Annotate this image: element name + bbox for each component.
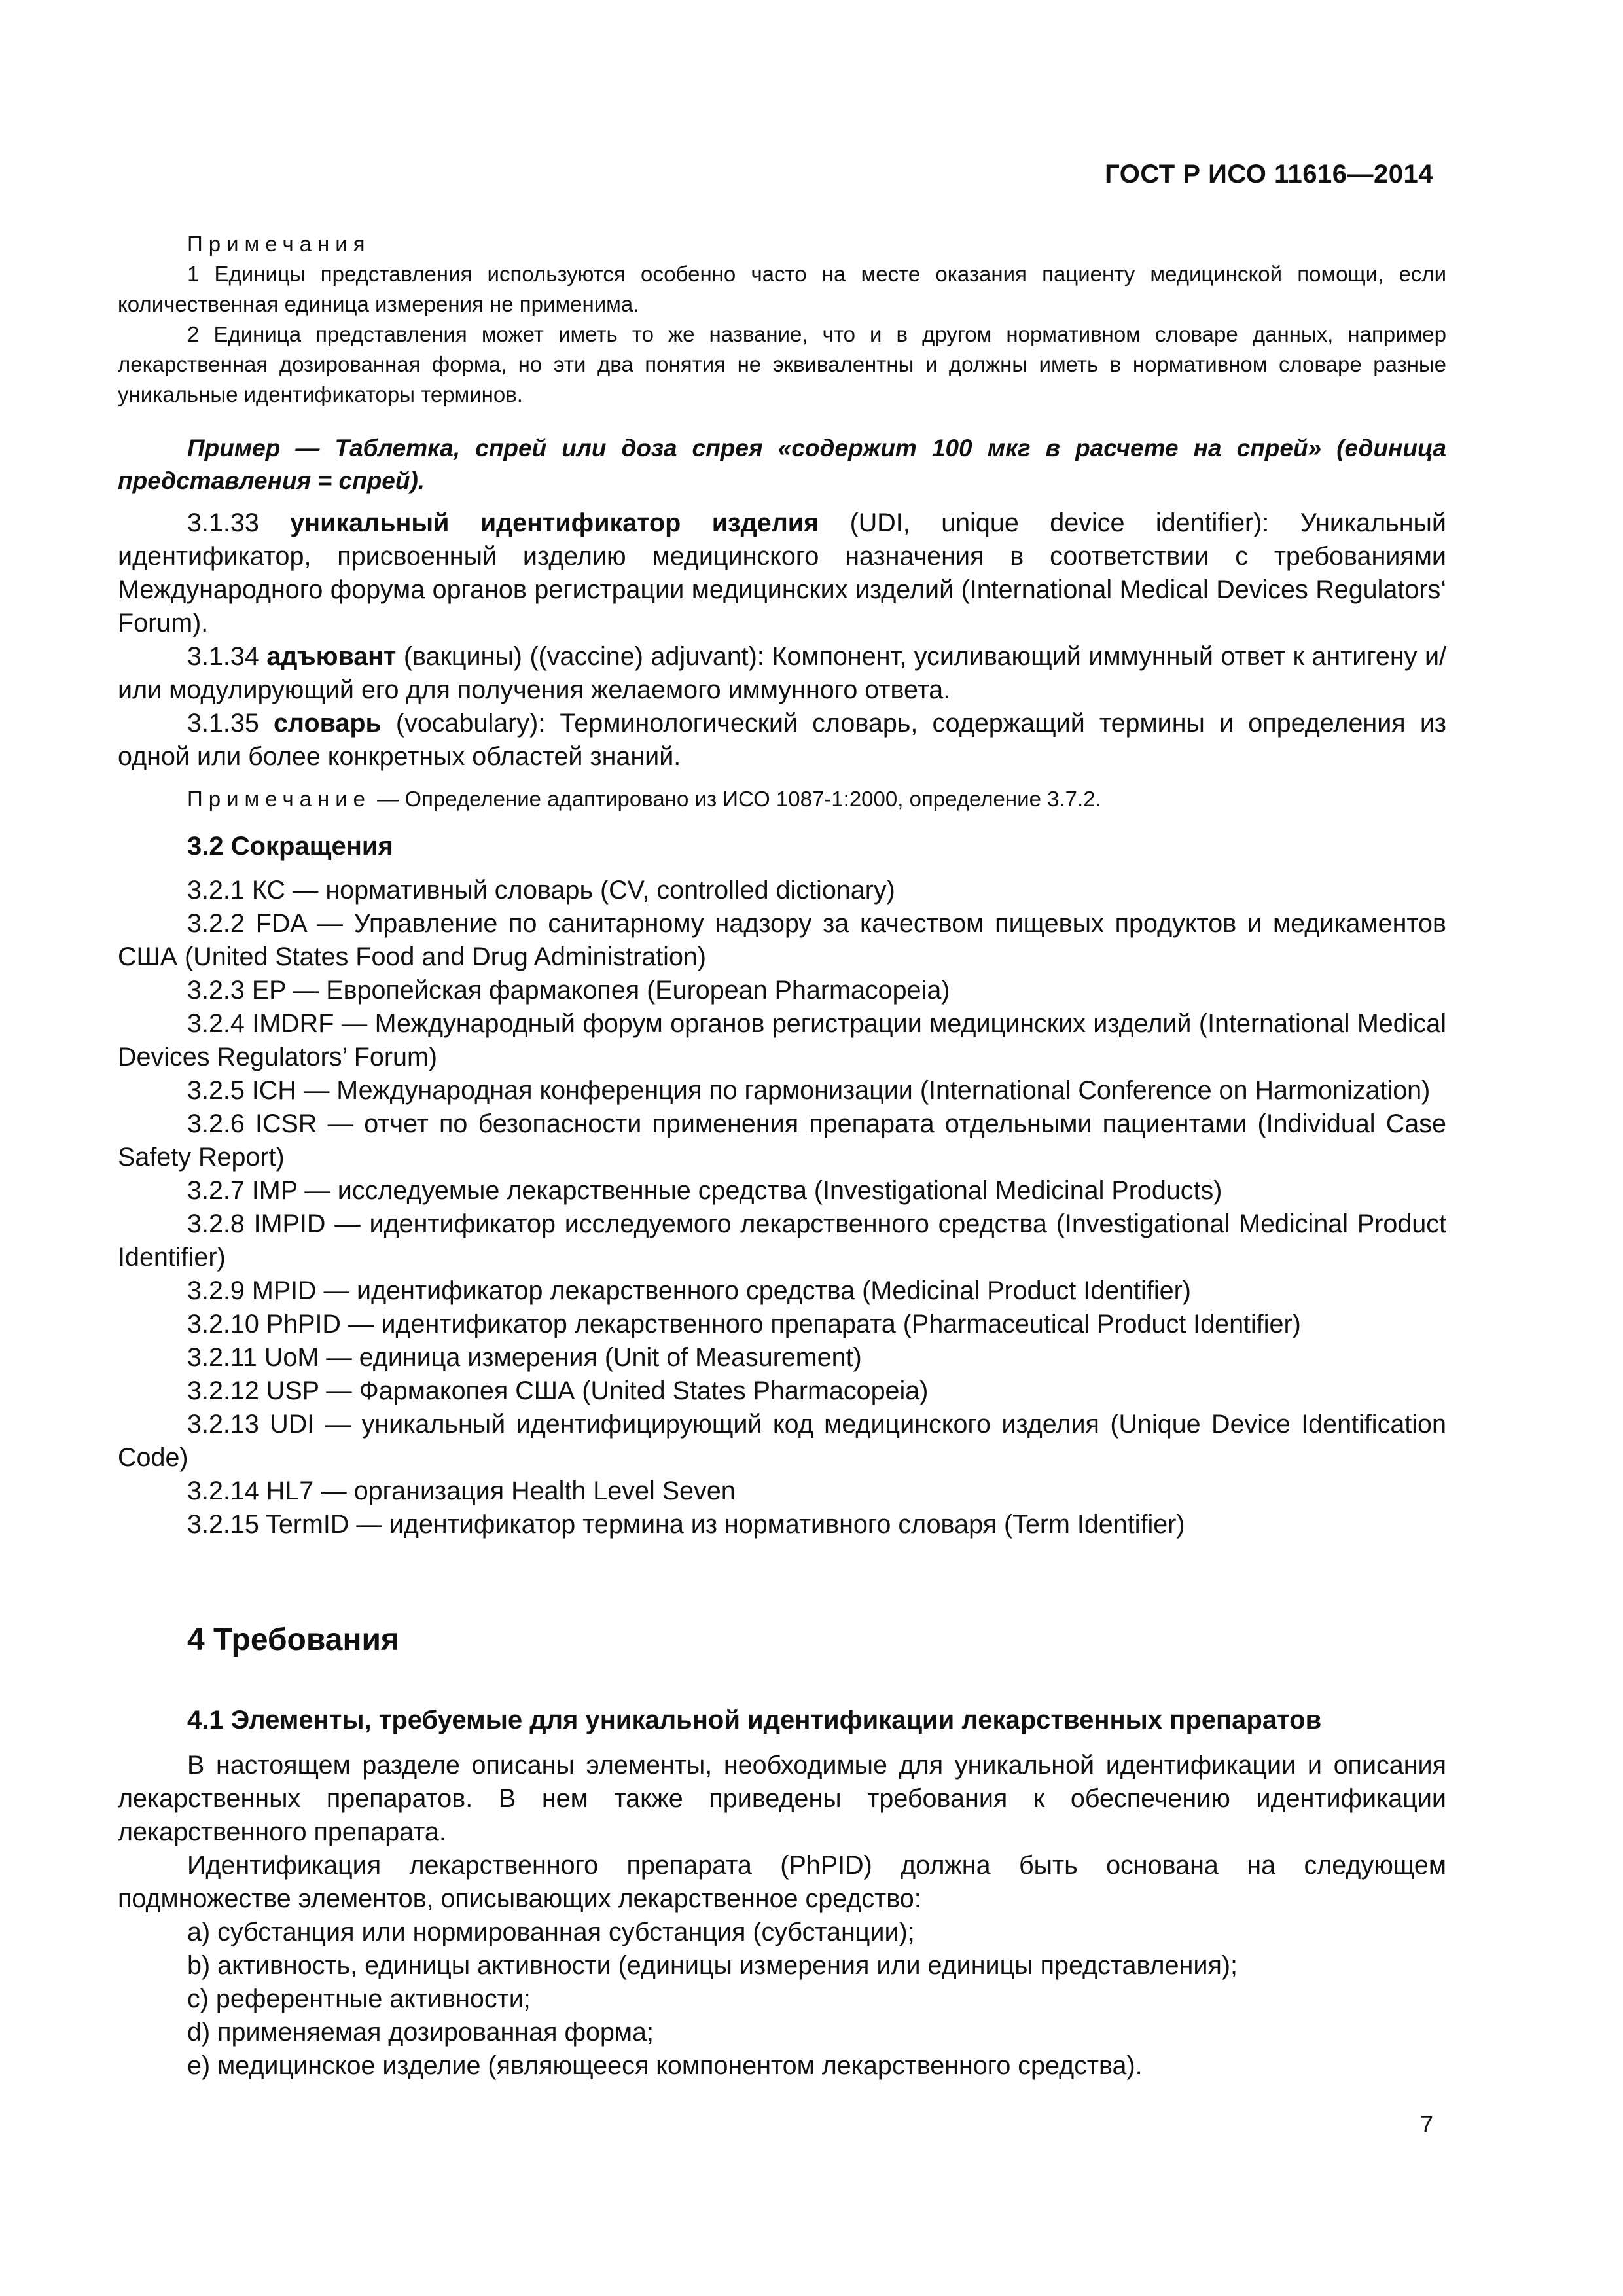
list-item: c) референтные активности; xyxy=(187,1984,531,2013)
term-definition: (вакцины) ((vaccine) adjuvant): Компонент, усиливающий иммунный ответ к антигену и/или модулирующий его для получения желаемого иммунного ответа. xyxy=(118,642,1446,704)
term-3-1-34 xyxy=(118,640,1446,707)
term-number: 3.1.34 xyxy=(187,642,259,671)
list-item: e) медицинское изделие (являющееся компонентом лекарственного средства). xyxy=(187,2051,1143,2080)
abbreviation-item: 3.2.9 MPID — идентификатор лекарственного средства (Medicinal Product Identifier) xyxy=(187,1276,1191,1305)
abbreviation-item: 3.2.5 ICH — Международная конференция по гармонизации (International Conference on Harmonization) xyxy=(187,1076,1431,1105)
abbreviation-item: 3.2.7 IMP — исследуемые лекарственные средства (Investigational Medicinal Products) xyxy=(187,1176,1222,1205)
list-item: a) субстанция или нормированная субстанция (субстанции); xyxy=(187,1918,915,1946)
subsection-4-1-heading: 4.1 Элементы, требуемые для уникальной идентификации лекарственных препаратов xyxy=(187,1706,1322,1734)
terms-block xyxy=(118,507,1446,774)
note-2: 2 Единица представления может иметь то же название, что и в другом нормативном словаре данных, например лекарственная дозированная форма, но эти два понятия не эквивалентны и должны иметь в нормативном словаре разные уникальные идентификаторы терминов. xyxy=(118,322,1446,406)
abbreviation-item: 3.2.12 USP — Фармакопея США (United States Pharmacopeia) xyxy=(187,1376,929,1405)
abbreviation-item: 3.2.8 IMPID — идентификатор исследуемого лекарственного средства (Investigational Medicinal Product Identifier) xyxy=(118,1210,1446,1272)
example-block xyxy=(118,432,1446,497)
term-name: адъювант xyxy=(266,642,397,671)
abbreviation-item: 3.2.1 КС — нормативный словарь (CV, controlled dictionary) xyxy=(187,876,895,905)
example-text: Пример — Таблетка, спрей или доза спрея «содержит 100 мкг в расчете на спрей» (единица представления = спрей). xyxy=(118,435,1446,494)
abbreviations-list xyxy=(118,874,1446,1541)
note-text: — Определение адаптировано из ИСО 1087-1:2000, определение 3.7.2. xyxy=(371,787,1101,811)
abbreviation-item: 3.2.15 TermID — идентификатор термина из нормативного словаря (Term Identifier) xyxy=(187,1510,1185,1539)
term-definition: (UDI, unique device identifier): Уникальный идентификатор, присвоенный изделию медицинского назначения в соответствии с требованиями Международного форума органов регистрации медицинских изделий (International Medical Devices Regulators‘ Forum). xyxy=(118,509,1446,637)
note-label: Примечание xyxy=(187,787,372,811)
abbreviation-item: 3.2.2 FDA — Управление по санитарному надзору за качеством пищевых продуктов и медикаментов США (United States Food and Drug Administration) xyxy=(118,909,1446,971)
abbreviation-item: 3.2.13 UDI — уникальный идентифицирующий код медицинского изделия (Unique Device Identification Code) xyxy=(118,1410,1446,1472)
term-name: уникальный идентификатор изделия xyxy=(290,509,819,537)
abbreviation-item: 3.2.6 ICSR — отчет по безопасности применения препарата отдельными пациентами (Individual Case Safety Report) xyxy=(118,1109,1446,1172)
notes-block xyxy=(118,229,1446,410)
document-header: ГОСТ Р ИСО 11616—2014 xyxy=(1105,160,1433,188)
term-number: 3.1.33 xyxy=(187,509,259,537)
notes-heading: Примечания xyxy=(187,232,371,256)
section-4-paragraph-1: В настоящем разделе описаны элементы, необходимые для уникальной идентификации и описания лекарственных препаратов. В нем также приведены требования к обеспечению идентификации лекарственного препарата. xyxy=(118,1751,1446,1846)
note-1: 1 Единицы представления используются особенно часто на месте оказания пациенту медицинской помощи, если количественная единица измерения не применима. xyxy=(118,262,1446,316)
list-item: b) активность, единицы активности (единицы измерения или единицы представления); xyxy=(187,1951,1238,1980)
abbreviation-item: 3.2.11 UoM — единица измерения (Unit of Measurement) xyxy=(187,1343,862,1372)
section-4-paragraph-2: Идентификация лекарственного препарата (PhPID) должна быть основана на следующем подмножестве элементов, описывающих лекарственное средство: xyxy=(118,1851,1446,1913)
section-4-heading: 4 Требования xyxy=(187,1623,399,1657)
abbreviation-item: 3.2.4 IMDRF — Международный форум органов регистрации медицинских изделий (International Medical Devices Regulators’ Forum) xyxy=(118,1009,1446,1071)
section-4-body xyxy=(118,1749,1446,2083)
term-3-1-33 xyxy=(118,507,1446,640)
term-name: словарь xyxy=(273,709,382,738)
abbreviation-item: 3.2.3 EP — Европейская фармакопея (European Pharmacopeia) xyxy=(187,976,950,1005)
page-number: 7 xyxy=(1419,2111,1433,2138)
note-3-1-35 xyxy=(118,784,1446,814)
abbreviation-item: 3.2.10 PhPID — идентификатор лекарственного препарата (Pharmaceutical Product Identifier) xyxy=(187,1310,1301,1338)
abbreviations-heading: 3.2 Сокращения xyxy=(187,832,393,861)
list-item: d) применяемая дозированная форма; xyxy=(187,2018,654,2047)
term-definition: (vocabulary): Терминологический словарь, содержащий термины и определения из одной или более конкретных областей знаний. xyxy=(118,709,1446,771)
term-number: 3.1.35 xyxy=(187,709,259,738)
abbreviation-item: 3.2.14 HL7 — организация Health Level Seven xyxy=(187,1477,736,1505)
term-3-1-35 xyxy=(118,707,1446,774)
